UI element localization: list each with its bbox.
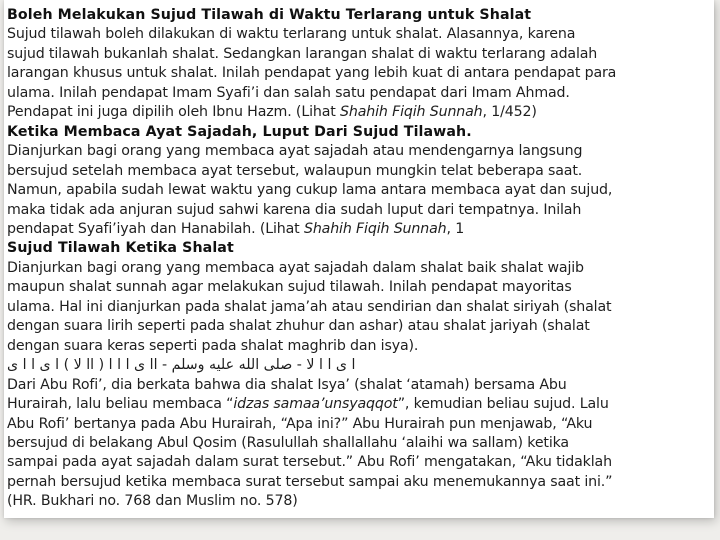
- paragraph-line: Dianjurkan bagi orang yang membaca ayat sajadah atau mendengarnya langsung: [7, 143, 583, 160]
- document-body: [7, 6, 713, 512]
- book-reference: Shahih Fiqih Sunnah: [340, 104, 483, 121]
- paragraph-line: Pendapat ini juga dipilih oleh Ibnu Hazm. (Lihat: [7, 104, 341, 121]
- paragraph-line: maupun shalat sunnah agar melakukan sujud tilawah. Inilah pendapat mayoritas: [7, 279, 572, 296]
- reference-page: , 1: [446, 220, 465, 237]
- surah-name: idzas samaa’unsyaqqot: [233, 396, 398, 413]
- hadith-translation: [7, 376, 713, 512]
- section-paragraph-waktu-terlarang: [7, 25, 713, 122]
- paragraph-line: sujud tilawah bukanlah shalat. Sedangkan larangan shalat di waktu terlarang adalah: [7, 45, 598, 62]
- paragraph-line: ulama. Inilah pendapat Imam Syafi’i dan salah satu pendapat dari Imam Ahmad.: [7, 84, 570, 101]
- section-heading-ketika-shalat: Sujud Tilawah Ketika Shalat: [7, 240, 234, 257]
- paragraph-line: ulama. Hal ini dianjurkan pada shalat jama’ah atau sendirian dan shalat siriyah (shalat: [7, 298, 612, 315]
- paragraph-line: Dianjurkan bagi orang yang membaca ayat sajadah dalam shalat baik shalat wajib: [7, 259, 584, 276]
- paragraph-line: bersujud setelah membaca ayat tersebut, walaupun mungkin telat beberapa saat.: [7, 162, 583, 179]
- paragraph-line: dengan suara lirih seperti pada shalat zhuhur dan ashar) atau shalat jariyah (shalat: [7, 318, 590, 335]
- paragraph-line: dengan suara keras seperti pada shalat maghrib dan isya).: [7, 337, 419, 354]
- section-heading-waktu-terlarang: Boleh Melakukan Sujud Tilawah di Waktu Terlarang untuk Shalat: [7, 7, 532, 23]
- reference-page: , 1/452): [482, 104, 537, 121]
- section-paragraph-ketika-shalat: [7, 259, 713, 356]
- paragraph-line: pendapat Syafi’iyah dan Hanabilah. (Lihat: [7, 220, 304, 237]
- paragraph-line: Namun, apabila sudah lewat waktu yang cukup lama antara membaca ayat dan sujud,: [7, 182, 613, 199]
- section-heading-luput: Ketika Membaca Ayat Sajadah, Luput Dari Sujud Tilawah.: [7, 123, 472, 140]
- paragraph-line: larangan khusus untuk shalat. Inilah pendapat yang lebih kuat di antara pendapat para: [7, 65, 617, 82]
- hadith-text: ”, kemudian beliau sujud. Lalu Abu Rofi’ bertanya pada Abu Hurairah, “Apa ini?” Abu Hurairah pun menjawab, “Aku bersujud di belakang Abul Qosim (Rasulullah shallallahu ‘alaihi wa sallam) ketika sampai pada ayat sajadah dalam surat tersebut.” Abu Rofi’ mengatakan, “Aku tidaklah pernah bersujud ketika membaca surat tersebut sampai aku menemukannya saat ini.” (HR. Bukhari no. 768 dan Muslim no. 578): [7, 396, 613, 510]
- hadith-text: Dari Abu Rofi’, dia berkata bahwa dia shalat Isya’ (shalat ‘atamah) bersama Abu Hurairah, lalu beliau membaca “: [7, 376, 567, 413]
- section-paragraph-luput: [7, 142, 713, 239]
- paragraph-line: Sujud tilawah boleh dilakukan di waktu terlarang untuk shalat. Alasannya, karena: [7, 26, 576, 43]
- arabic-hadith-line: ا ى ا ا لا - صلى الله عليه وسلم - اا ى ا ا ا ( اا لا ) ا ى ا ا ى: [7, 357, 356, 374]
- book-reference: Shahih Fiqih Sunnah: [303, 220, 447, 237]
- paragraph-line: maka tidak ada anjuran sujud sahwi karena dia sudah luput dari tempatnya. Inilah: [7, 201, 582, 218]
